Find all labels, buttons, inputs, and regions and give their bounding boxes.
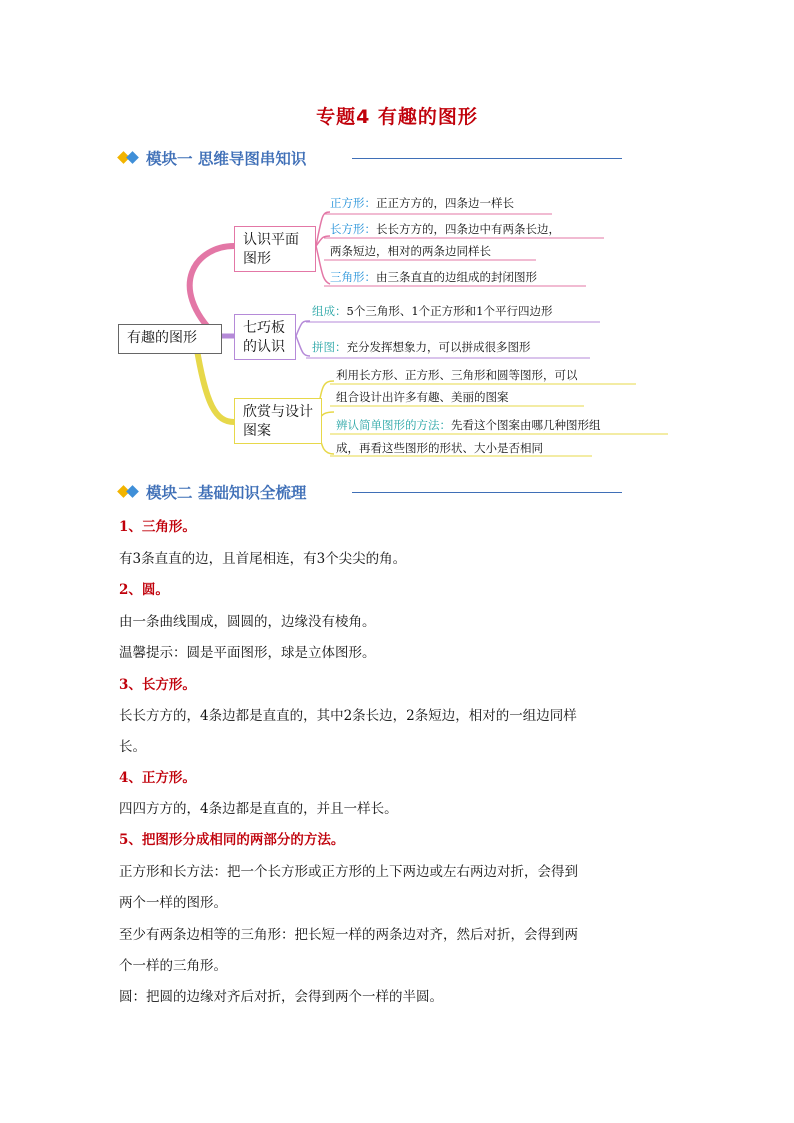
- branch3-line1: 欣赏与设计: [243, 404, 313, 420]
- para-square: 四四方方的，4条边都是直直的，并且一样长。: [119, 801, 398, 817]
- leaf-triangle: 三角形：由三条直直的边组成的封闭图形: [330, 270, 537, 284]
- para-split-rect-cont: 两个一样的图形。: [119, 895, 227, 911]
- branch2-line2: 的认识: [243, 339, 285, 355]
- heading-circle: 2、圆。: [119, 582, 169, 598]
- leaf-rectangle: 长方形：长长方方的，四条边中有两条长边，: [330, 222, 560, 236]
- page-title: 专题4 有趣的图形: [316, 106, 478, 128]
- para-circle-tip: 温馨提示：圆是平面图形，球是立体图形。: [119, 645, 376, 661]
- para-split-triangle-cont: 个一样的三角形。: [119, 958, 227, 974]
- leaf-design-2: 组合设计出许多有趣、美丽的图案: [336, 390, 509, 404]
- para-circle: 由一条曲线围成，圆圆的，边缘没有棱角。: [119, 614, 376, 630]
- branch1-line2: 图形: [243, 251, 271, 267]
- heading-rectangle: 3、长方形。: [119, 677, 196, 693]
- diamond-icon: [118, 151, 140, 165]
- module-two-header: [118, 480, 306, 504]
- leaf-square: 正方形：正正方方的，四条边一样长: [330, 196, 514, 210]
- para-triangle: 有3条直直的边，且首尾相连，有3个尖尖的角。: [119, 551, 407, 567]
- branch3-line2: 图案: [243, 423, 271, 439]
- leaf-identify-method: 辨认简单图形的方法：先看这个图案由哪几种图形组: [336, 418, 601, 432]
- para-split-circle: 圆：把圆的边缘对齐后对折，会得到两个一样的半圆。: [119, 989, 443, 1005]
- para-rectangle: 长长方方的，4条边都是直直的，其中2条长边，2条短边，相对的一组边同样: [119, 708, 577, 724]
- branch-tangram: [234, 314, 296, 360]
- heading-square: 4、正方形。: [119, 770, 196, 786]
- mind-map: [116, 176, 676, 458]
- module-one-header: [118, 146, 306, 170]
- module-two-rule: [352, 492, 622, 493]
- module-two-label: 模块二 基础知识全梳理: [146, 484, 307, 502]
- heading-split-method: 5、把图形分成相同的两部分的方法。: [119, 832, 345, 848]
- heading-triangle: 1、三角形。: [119, 519, 196, 535]
- branch-recognize-shapes: [234, 226, 316, 272]
- para-split-triangle: 至少有两条边相等的三角形：把长短一样的两条边对齐，然后对折，会得到两: [119, 927, 578, 943]
- leaf-composition: 组成：5个三角形、1个正方形和1个平行四边形: [312, 304, 553, 318]
- leaf-rectangle-cont: 两条短边，相对的两条边同样长: [330, 244, 491, 258]
- leaf-identify-method-cont: 成，再看这些图形的形状、大小是否相同: [336, 441, 543, 455]
- leaf-design-1: 利用长方形、正方形、三角形和圆等图形，可以: [336, 368, 578, 382]
- mind-map-root: 有趣的图形: [118, 324, 222, 354]
- branch2-line1: 七巧板: [243, 320, 285, 336]
- para-rectangle-cont: 长。: [119, 739, 146, 755]
- diamond-icon: [118, 485, 140, 499]
- branch1-line1: 认识平面: [243, 232, 299, 248]
- branch3-connector: [196, 344, 234, 422]
- module-one-rule: [352, 158, 622, 159]
- para-split-rect: 正方形和长方法：把一个长方形或正方形的上下两边或左右两边对折，会得到: [119, 864, 578, 880]
- leaf-puzzle: 拼图：充分发挥想象力，可以拼成很多图形: [312, 340, 531, 354]
- branch1-connector: [190, 246, 234, 336]
- module-one-label: 模块一 思维导图串知识: [146, 150, 307, 168]
- branch-design-patterns: [234, 398, 322, 444]
